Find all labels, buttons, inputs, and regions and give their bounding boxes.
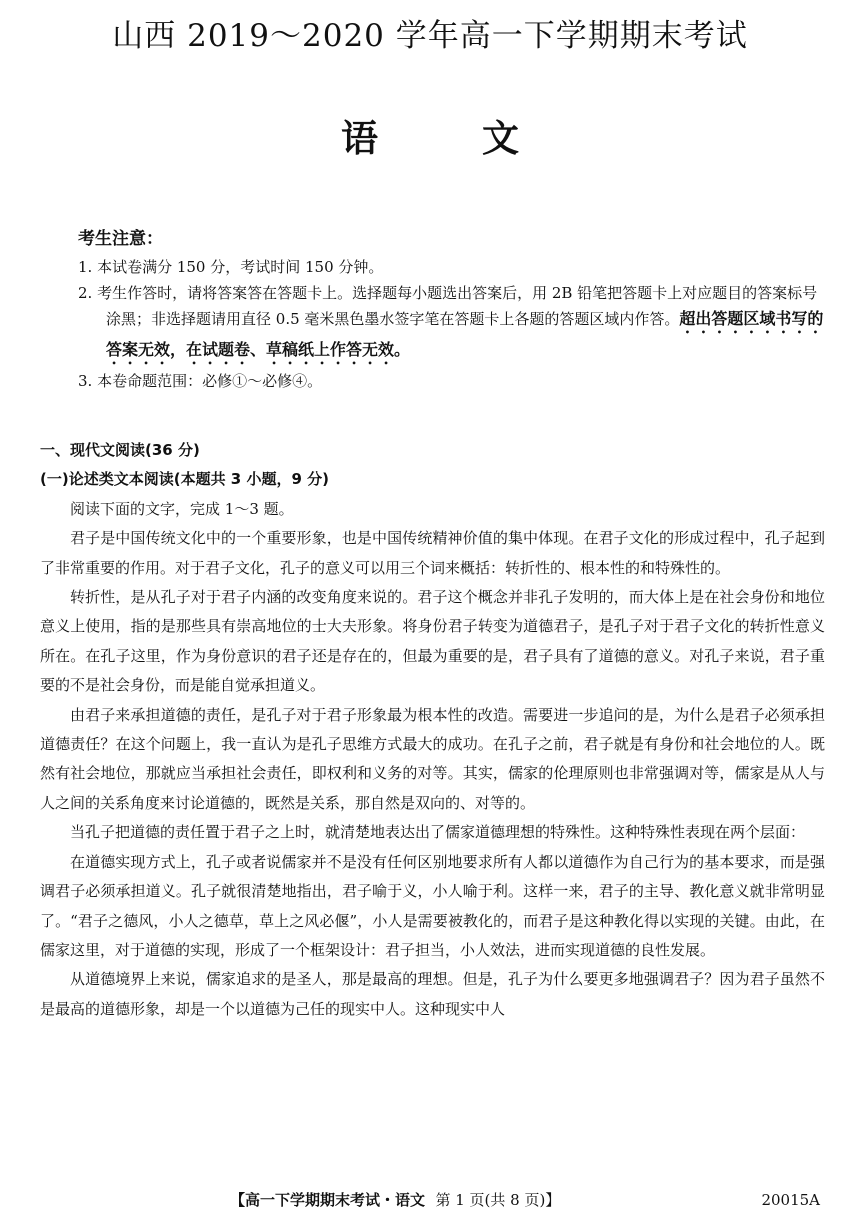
candidate-notice — [78, 226, 828, 394]
passage-paragraph: 由君子来承担道德的责任，是孔子对于君子形象最为根本性的改造。需要进一步追问的是，为什么是君子必须承担道德责任？在这个问题上，我一直认为是孔子思维方式最大的成功。在孔子之前，君子就是有身份和社会地位的人。既然有社会地位，那就应当承担社会责任，即权利和义务的对等。其实，儒家的伦理原则也非常强调对等，儒家是从人与人之间的关系角度来讨论道德的，既然是关系，那自然是双向的、对等的。 — [40, 705, 825, 812]
notice-heading: 考生注意： — [78, 229, 163, 249]
footer-page-info: 第 1 页(共 8 页)】 — [435, 1191, 561, 1209]
footer-label — [230, 1188, 560, 1212]
section-heading: 一、现代文阅读(36 分) — [40, 441, 200, 459]
notice-item-2-emphasis: 超出答题区域书写的答案无效，在试题卷、草稿纸上作答无效。 — [106, 309, 824, 359]
instruction-text: 阅读下面的文字，完成 1～3 题。 — [70, 499, 294, 518]
passage-paragraph: 转折性，是从孔子对于君子内涵的改变角度来说的。君子这个概念并非孔子发明的，而大体上是在社会身份和地位意义上使用，指的是那些具有崇高地位的士大夫形象。将身份君子转变为道德君子，是孔子对于君子文化的转折性意义所在。在孔子这里，作为身份意识的君子还是存在的，但最为重要的是，君子具有了道德的意义。对孔子来说，君子重要的不是社会身份，而是能自觉承担道义。 — [40, 588, 825, 695]
exam-title: 山西 2019～2020 学年高一下学期期末考试 — [112, 18, 748, 54]
footer-exam-label: 【高一下学期期末考试・语文 — [230, 1191, 426, 1209]
notice-item-1: 1. 本试卷满分 150 分，考试时间 150 分钟。 — [78, 258, 384, 276]
subject-char-2: 文 — [482, 116, 519, 160]
subject-title — [0, 112, 860, 164]
reading-section — [40, 436, 825, 1024]
passage-paragraph: 从道德境界上来说，儒家追求的是圣人，那是最高的理想。但是，孔子为什么要更多地强调君子？因为君子虽然不是最高的道德形象，却是一个以道德为己任的现实中人。这种现实中人 — [40, 970, 825, 1018]
footer-code: 20015A — [761, 1191, 820, 1209]
passage-paragraph: 在道德实现方式上，孔子或者说儒家并不是没有任何区别地要求所有人都以道德作为自己行为的基本要求，而是强调君子必须承担道义。孔子就很清楚地指出，君子喻于义，小人喻于利。这样一来，君子的主导、教化意义就非常明显了。“君子之德风，小人之德草，草上之风必偃”，小人是需要被教化的，而君子是这种教化得以实现的关键。由此，在儒家这里，对于道德的实现，形成了一个框架设计：君子担当，小人效法，进而实现道德的良性发展。 — [40, 852, 825, 959]
subject-char-1: 语 — [341, 116, 378, 160]
notice-item-2-text: 2. 考生作答时，请将答案答在答题卡上。选择题每小题选出答案后，用 2B 铅笔把答题卡上对应题目的答案标号涂黑；非选择题请用直径 0.5 毫米黑色墨水签字笔在答题卡上各题的答题区域内作答。 — [78, 284, 818, 328]
notice-item-2 — [78, 280, 828, 368]
passage-paragraph: 君子是中国传统文化中的一个重要形象，也是中国传统精神价值的集中体现。在君子文化的形成过程中，孔子起到了非常重要的作用。对于君子文化，孔子的意义可以用三个词来概括：转折性的、根本性的和特殊性的。 — [40, 529, 825, 577]
passage-paragraph: 当孔子把道德的责任置于君子之上时，就清楚地表达出了儒家道德理想的特殊性。这种特殊性表现在两个层面： — [70, 823, 806, 842]
notice-item-3: 3. 本卷命题范围：必修①～必修④。 — [78, 372, 323, 390]
subsection-heading: (一)论述类文本阅读(本题共 3 小题，9 分) — [40, 470, 329, 489]
